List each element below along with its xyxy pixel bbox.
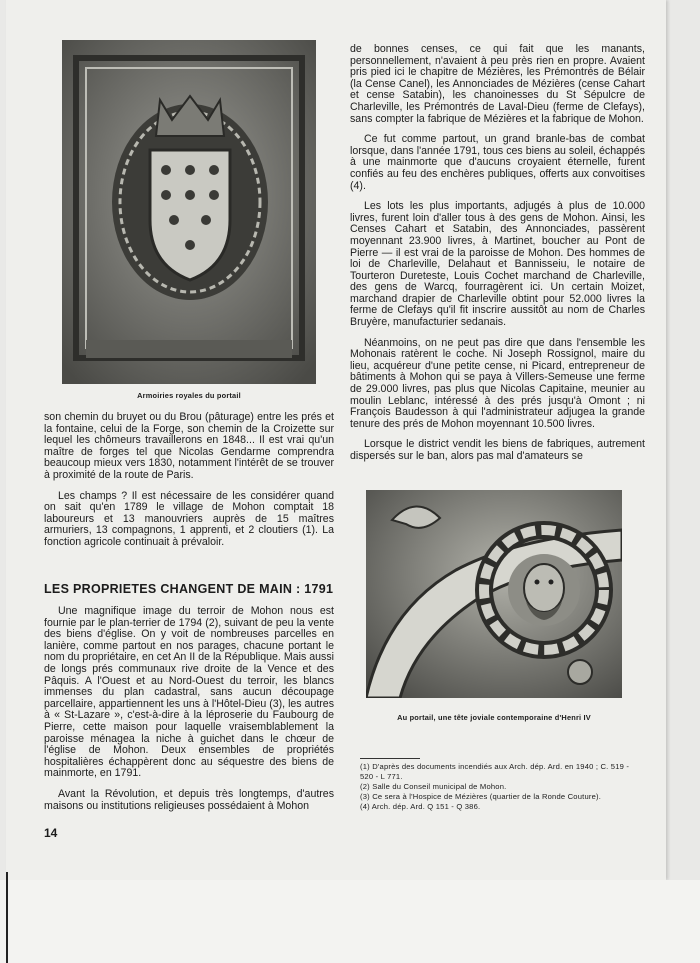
footnote: (2) Salle du Conseil municipal de Mohon. <box>360 782 507 791</box>
royal-arms-photo <box>62 40 316 384</box>
left-column-bottom <box>44 606 334 821</box>
royal-arms-image <box>62 40 316 384</box>
bottom-photo-caption: Au portail, une tête joviale contemporaine d'Henri IV <box>397 713 591 722</box>
paragraph: son chemin du bruyet ou du Brou (pâturage) entre les prés et la fontaine, celui de la Forge, son chemin de la Croizette sur lequel les chômeurs travaillerons en 1848... Il est vrai qu'un maître de forges tel que Nicolas Gendarme comprendra beaucoup mieux vers 1830, notamment l'intérêt de se trouver à proximité de la route de Paris. <box>44 411 334 481</box>
top-photo-caption: Armoiries royales du portail <box>137 391 241 400</box>
portal-head-photo <box>366 490 622 698</box>
footnote-rule <box>360 758 420 759</box>
paragraph: Une magnifique image du terroir de Mohon nous est fournie par le plan-terrier de 1794 (2), suivant de peu la vente des biens d'église. On y voit de nombreuses parcelles en lanière, comme partout en nos parages, chacune portant le nom du propriétaire, en cet An II de la République. Mais aussi de longs prés communaux rive droite de la Vence et des Pâquis. A l'Ouest et au Nord-Ouest du terroir, les blancs immenses du plan cadastral, sans aucun découpage parcellaire, appartiennent les uns à l'Hôtel-Dieu (3), les autres à « St-Lazare », c'est-à-dire à la léproserie du Faubourg de Pierre, cette maison pour laquelle vraisemblablement la paroisse ménagea la niche à guichet dans le chœur de l'église de Mohon. Deux ensembles de propriétés hospitalières échappèrent donc au séquestre des biens de mainmorte, en 1791. <box>44 605 334 780</box>
paragraph: Les lots les plus importants, adjugés à plus de 10.000 livres, furent loin d'aller tous à des gens de Mohon. Ainsi, les Censes Cahart et Satabin, des Annonciades, passèrent moyennant 23.900 livres, à Martinet, boucher au Pont de Pierre — il est vrai de la paroisse de Mohon. Des hommes de loi de Charleville, Delahaut et Bannisseiu, le notaire de Tourteron Dureteste, Louis Cochet marchand de Charleville, des gens de Warcq, fourragèrent ici. Un certain Moizet, marchand drapier de Charleville obtint pour 52.000 livres la ferme de Clefays qu'il fit inscrire aussitôt au nom de Charles Bruyère, manufacturier sedanais. <box>350 200 645 329</box>
paragraph: Avant la Révolution, et depuis très longtemps, d'autres maisons ou institutions religieuses possédaient à Mohon <box>44 787 334 812</box>
footnote: (1) D'après des documents incendiés aux Arch. dép. Ard. en 1940 ; C. 519 - 520 - L 771. <box>360 762 630 781</box>
paragraph: Les champs ? Il est nécessaire de les considérer quand on sait qu'en 1789 le village de Mohon comptait 18 laboureurs et 13 manouvriers auprès de 15 maîtres armuriers, 13 compagnons, 1 apprenti, et 2 cloutiers (1). La fonction agricole continuait à prévaloir. <box>44 489 334 548</box>
paragraph: Ce fut comme partout, un grand branle-bas de combat lorsque, dans l'année 1791, tous ces biens au soleil, échappés à une mainmorte que d'aucuns croyaient éternelle, furent confiés au feu des enchères publiques, offerts aux convoitises (4). <box>350 133 645 192</box>
portal-head-image <box>366 490 622 698</box>
footnote: (4) Arch. dép. Ard. Q 151 - Q 386. <box>360 802 481 811</box>
paragraph: de bonnes censes, ce qui fait que les manants, personnellement, n'avaient à peu près rien en propre. Avaient pris pied ici le chapitre de Mézières, les Prémontrés de Bélair (la Cense Canel), les Annonciades de Mézières (cense Cahart et cense Satabin), les chanoinesses du St Sépulcre de Charleville, les Prémontrés de Laval-Dieu (ferme de Clefays), sans compter la fabrique de Mézières et la fabrique de Mohon. <box>350 43 645 125</box>
footnote: (3) Ce sera à l'Hospice de Mézières (quartier de la Ronde Couture). <box>360 792 602 801</box>
page-edge <box>6 872 8 963</box>
right-column <box>350 44 645 472</box>
paragraph: Lorsque le district vendit les biens de fabriques, autrement dispersés sur le ban, alors pas mal d'amateurs se <box>350 438 645 462</box>
page-background <box>0 880 700 963</box>
left-column-top <box>44 412 334 558</box>
paragraph: Néanmoins, on ne peut pas dire que dans l'ensemble les Mohonais ratèrent le coche. Ni Joseph Rossignol, maire du lieu, acquéreur d'une petite cense, ni Picard, entrepreneur de bâtiments à Mohon qui se paya à Villers-Semeuse une ferme de 29.000 livres, pas plus que Nicolas Capitaine, meunier au moulin Leblanc, intéressé à des prés jusqu'à Omont ; ni François Baudesson à qui l'administrateur adjugea la grande tenure des prés de Mohon moyennant 10.500 livres. <box>350 336 645 430</box>
footnotes <box>360 758 642 812</box>
page-number: 14 <box>44 826 58 840</box>
section-heading: LES PROPRIETES CHANGENT DE MAIN : 1791 <box>44 582 334 596</box>
